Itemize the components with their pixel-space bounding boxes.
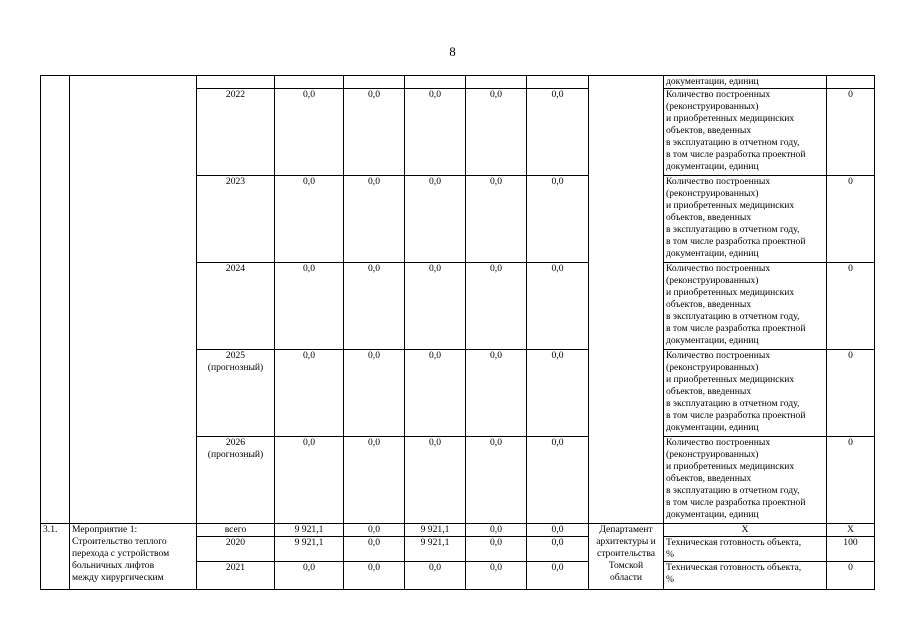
value-cell: 0,0 xyxy=(527,537,589,562)
code-cell-empty xyxy=(41,76,70,524)
value-cell: 0,0 xyxy=(527,524,589,537)
indicator-cell: Количество построенных (реконструированных) и приобретенных медицинских объектов, введенных в эксплуатацию в отчетном году, в том числе разработка проектной документации, единиц xyxy=(664,350,827,437)
value-cell: 0,0 xyxy=(405,263,466,350)
value-cell: 0,0 xyxy=(405,437,466,524)
indicator-cell: документации, единиц xyxy=(664,76,827,89)
year-cell: всего xyxy=(197,524,275,537)
value-cell: 0,0 xyxy=(466,350,527,437)
indicator-cell: Количество построенных (реконструированных) и приобретенных медицинских объектов, введенных в эксплуатацию в отчетном году, в том числе разработка проектной документации, единиц xyxy=(664,89,827,176)
value-cell: 0,0 xyxy=(466,537,527,562)
value-cell: 0,0 xyxy=(466,562,527,590)
year-cell: 2022 xyxy=(197,89,275,176)
value-cell: 0,0 xyxy=(405,562,466,590)
target-cell: 0 xyxy=(827,350,875,437)
target-cell: 0 xyxy=(827,263,875,350)
table-row xyxy=(41,524,875,537)
measure-code: 3.1. xyxy=(41,524,70,590)
value-cell: 0,0 xyxy=(275,562,344,590)
value-cell: 0,0 xyxy=(466,263,527,350)
value-cell: 9 921,1 xyxy=(275,537,344,562)
value-cell: 0,0 xyxy=(527,350,589,437)
indicator-cell: Количество построенных (реконструированных) и приобретенных медицинских объектов, введенных в эксплуатацию в отчетном году, в том числе разработка проектной документации, единиц xyxy=(664,176,827,263)
value-cell: 0,0 xyxy=(275,350,344,437)
indicator-cell: Количество построенных (реконструированных) и приобретенных медицинских объектов, введенных в эксплуатацию в отчетном году, в том числе разработка проектной документации, единиц xyxy=(664,437,827,524)
indicator-cell: X xyxy=(664,524,827,537)
value-cell: 0,0 xyxy=(344,437,405,524)
value-cell: 0,0 xyxy=(405,176,466,263)
value-cell: 0,0 xyxy=(527,562,589,590)
table-row xyxy=(41,76,875,89)
target-cell: 100 xyxy=(827,537,875,562)
year-cell: 2021 xyxy=(197,562,275,590)
target-cell: 0 xyxy=(827,437,875,524)
value-cell: 0,0 xyxy=(405,89,466,176)
target-cell: 0 xyxy=(827,89,875,176)
measure-name: Мероприятие 1: Строительство теплого перехода с устройством больничных лифтов между хирургическим xyxy=(70,524,197,590)
value-cell: 0,0 xyxy=(275,263,344,350)
value-cell: 0,0 xyxy=(344,89,405,176)
indicator-cell: Техническая готовность объекта, % xyxy=(664,562,827,590)
year-cell: 2020 xyxy=(197,537,275,562)
target-cell: 0 xyxy=(827,176,875,263)
value-cell: 0,0 xyxy=(344,263,405,350)
value-cell: 0,0 xyxy=(275,437,344,524)
value-cell: 0,0 xyxy=(275,176,344,263)
page-number: 8 xyxy=(449,44,456,59)
target-cell: 0 xyxy=(827,562,875,590)
value-cell: 0,0 xyxy=(344,350,405,437)
indicator-cell: Количество построенных (реконструированных) и приобретенных медицинских объектов, введенных в эксплуатацию в отчетном году, в том числе разработка проектной документации, единиц xyxy=(664,263,827,350)
year-cell: 2023 xyxy=(197,176,275,263)
value-cell: 0,0 xyxy=(344,562,405,590)
program-table xyxy=(40,75,875,590)
year-cell: 2024 xyxy=(197,263,275,350)
value-cell: 0,0 xyxy=(344,537,405,562)
value-cell: 9 921,1 xyxy=(405,537,466,562)
value-cell: 0,0 xyxy=(527,89,589,176)
value-cell: 0,0 xyxy=(405,350,466,437)
value-cell: 9 921,1 xyxy=(275,524,344,537)
indicator-cell: Техническая готовность объекта, % xyxy=(664,537,827,562)
year-cell: 2026 (прогнозный) xyxy=(197,437,275,524)
value-cell: 0,0 xyxy=(466,437,527,524)
value-cell: 0,0 xyxy=(466,176,527,263)
value-cell: 9 921,1 xyxy=(405,524,466,537)
dept-cell-empty xyxy=(589,76,664,524)
value-cell: 0,0 xyxy=(466,524,527,537)
name-cell-empty xyxy=(70,76,197,524)
value-cell: 0,0 xyxy=(275,89,344,176)
value-cell: 0,0 xyxy=(344,524,405,537)
target-cell: X xyxy=(827,524,875,537)
year-cell: 2025 (прогнозный) xyxy=(197,350,275,437)
value-cell: 0,0 xyxy=(527,263,589,350)
value-cell: 0,0 xyxy=(466,89,527,176)
department-cell: Департамент архитектуры и строительства Томской области xyxy=(589,524,664,590)
value-cell: 0,0 xyxy=(344,176,405,263)
value-cell: 0,0 xyxy=(527,437,589,524)
value-cell: 0,0 xyxy=(527,176,589,263)
